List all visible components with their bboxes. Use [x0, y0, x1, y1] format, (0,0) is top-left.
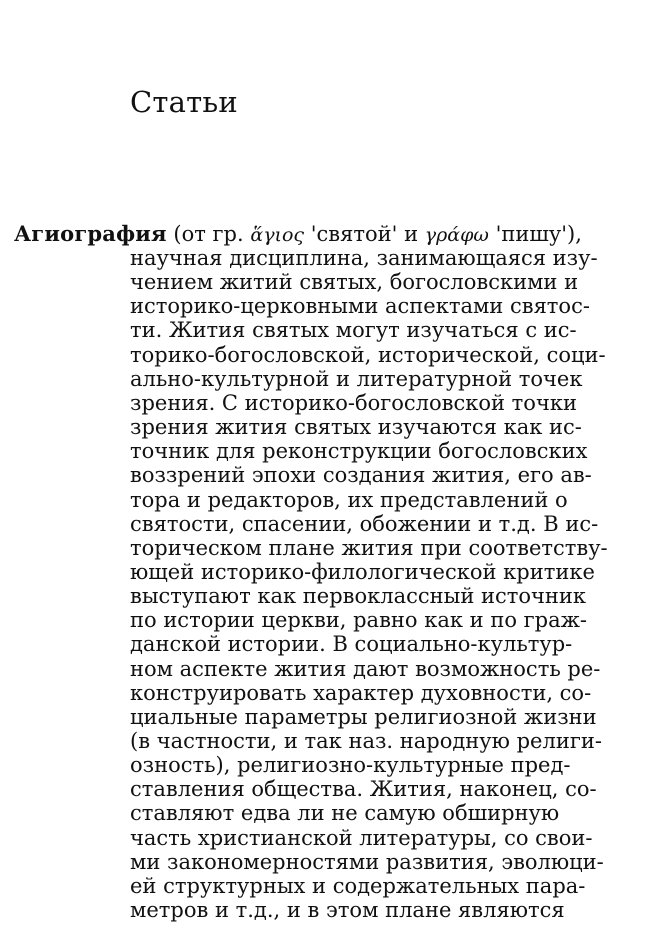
- entry-body-line: метров и т.д., и в этом плане являются: [130, 898, 565, 923]
- greek-word-holy: ἅγιος: [250, 224, 305, 246]
- entry-first-line: [14, 222, 642, 247]
- entry-body-line: ставления общества. Жития, наконец, со-: [130, 777, 597, 802]
- entry-body-line: циальные параметры религиозной жизни: [130, 704, 597, 729]
- entry-body-line: выступают как первоклассный источник: [130, 584, 587, 609]
- entry-body-line: святости, спасении, обожении и т.д. В ис-: [130, 511, 599, 536]
- entry-body-line: научная дисциплина, занимающаяся изу-: [130, 246, 598, 270]
- entry-body-line: ном аспекте жития дают возможность ре-: [130, 656, 601, 681]
- entry-body-line: торико-богословской, исторической, соци-: [130, 342, 606, 367]
- entry-body-line: торическом плане жития при соответству-: [130, 535, 608, 560]
- entry-body-line: ми закономерностями развития, эволюци-: [130, 849, 604, 874]
- section-title: Статьи: [130, 85, 238, 119]
- entry-body-line: историко-церковными аспектами святос-: [130, 294, 590, 319]
- entry-body-line: ставляют едва ли не самую обширную: [130, 801, 560, 826]
- entry-body-line: воззрений эпохи создания жития, его ав-: [130, 463, 592, 488]
- entry-body-line: ей структурных и содержательных пара-: [130, 873, 586, 898]
- entry-body-line: озность), религиозно-культурные пред-: [130, 753, 571, 778]
- entry-body-line: (в частности, и так наз. народную религи-: [130, 729, 602, 753]
- entry-body-line: данской истории. В социально-культур-: [130, 632, 573, 657]
- entry-body-line: ющей историко-филологической критике: [130, 559, 595, 584]
- entry-body-line: тора и редакторов, их представлений о: [130, 487, 568, 512]
- entry-first-line-text-c: 'пишу'),: [488, 222, 582, 246]
- entry-first-line-text-a: (от гр.: [166, 222, 251, 246]
- entry-body-line: зрения. С историко-богословской точки: [130, 390, 577, 415]
- entry-body-line: конструировать характер духовности, со-: [130, 680, 592, 705]
- entry-body-line: точник для реконструкции богословских: [130, 439, 588, 464]
- entry-body-line: зрения жития святых изучаются как ис-: [130, 415, 582, 440]
- entry-body-line: ти. Жития святых могут изучаться с ис-: [130, 318, 577, 343]
- entry-body-line: чением житий святых, богословскими и: [130, 270, 579, 295]
- greek-word-write: γράφω: [424, 224, 489, 246]
- entry-body-line: по истории церкви, равно как и по граж-: [130, 608, 588, 633]
- entry-first-line-text-b: 'святой' и: [304, 222, 425, 246]
- entry-body-line: ально-культурной и литературной точек: [130, 366, 583, 391]
- entry-body-line: часть христианской литературы, со свои-: [130, 825, 593, 850]
- entry-term: Агиография: [14, 221, 167, 246]
